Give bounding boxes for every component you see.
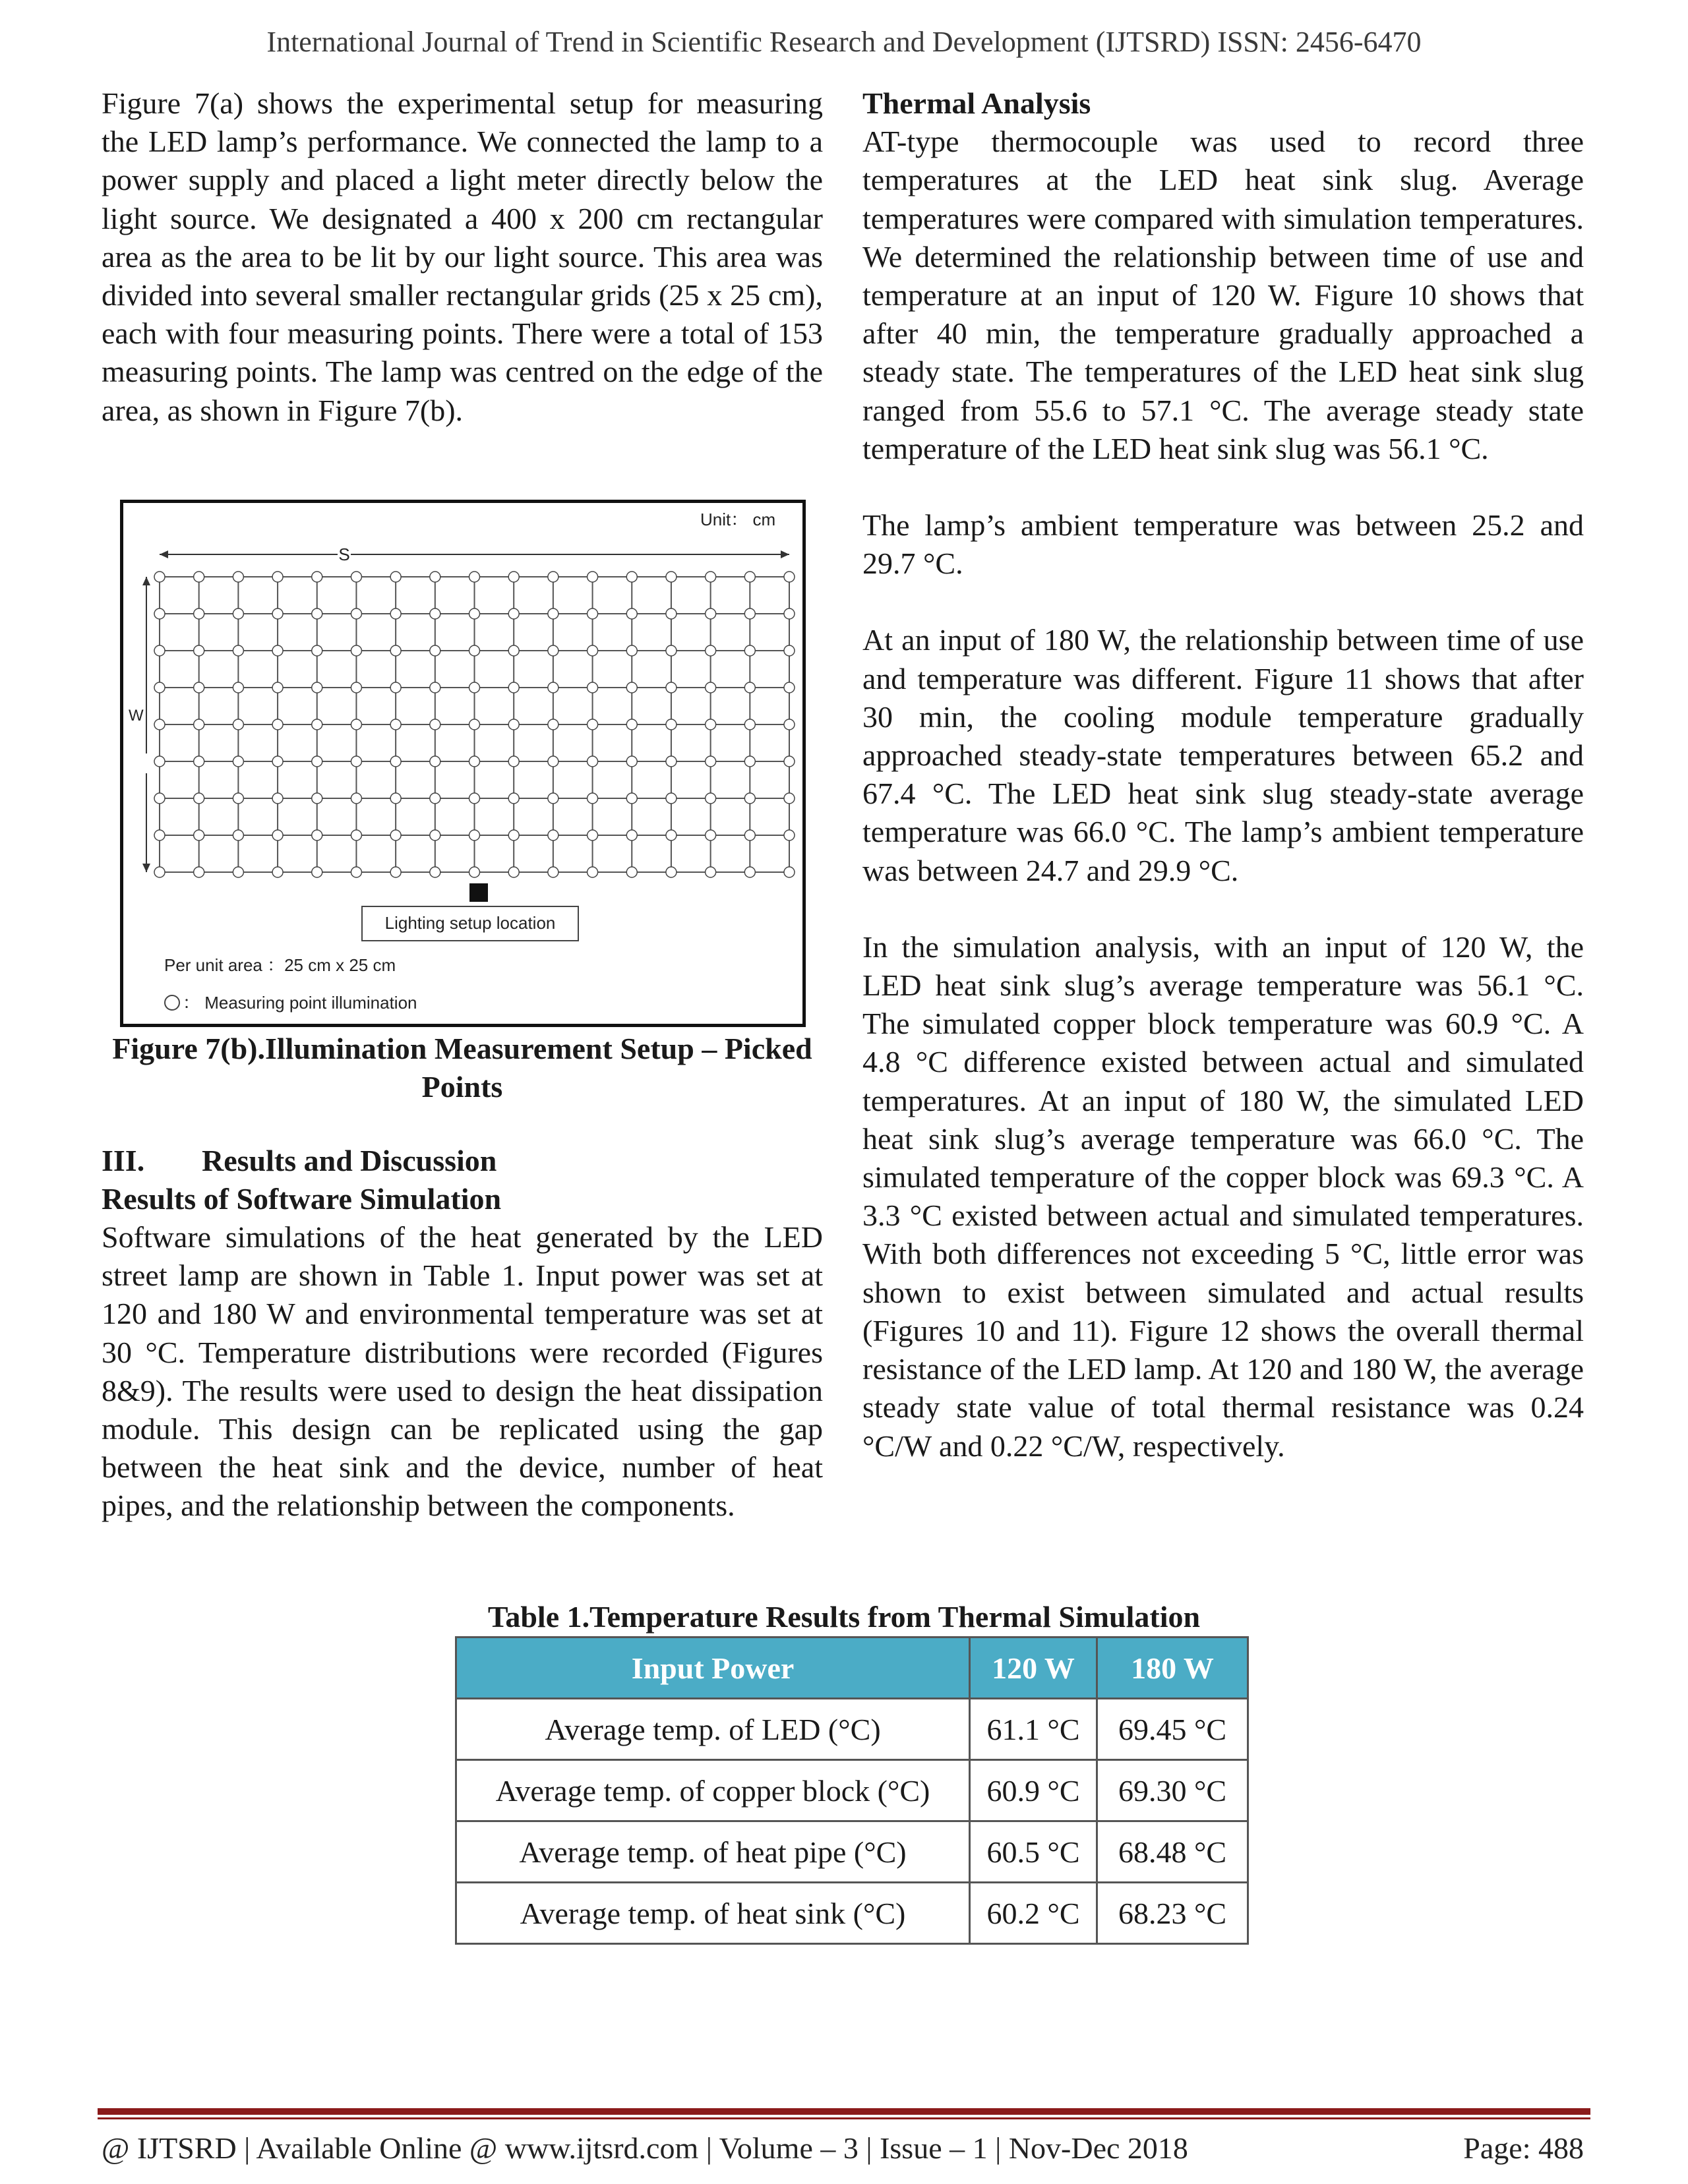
- measuring-point: [430, 793, 440, 804]
- measuring-point: [312, 830, 322, 841]
- measuring-point: [469, 608, 480, 619]
- grid-diagram: [123, 503, 802, 1024]
- measuring-point: [706, 682, 716, 693]
- measuring-point: [548, 830, 558, 841]
- measuring-point: [666, 719, 677, 730]
- cell-120w: 60.9 °C: [970, 1760, 1097, 1821]
- measuring-point: [508, 830, 519, 841]
- section-title: Results and Discussion: [202, 1144, 497, 1177]
- thermal-paragraph-2: The lamp’s ambient temperature was between 25.2 and 29.7 °C.: [862, 508, 1584, 581]
- measuring-point: [784, 608, 795, 619]
- measuring-point: [233, 793, 243, 804]
- row-label: Average temp. of heat sink (°C): [456, 1883, 970, 1944]
- left-column-intro: [102, 84, 823, 430]
- measuring-point: [469, 645, 480, 656]
- measuring-point: [233, 867, 243, 877]
- cell-180w: 69.45 °C: [1097, 1699, 1248, 1760]
- thermal-analysis-heading: Thermal Analysis: [862, 86, 1091, 120]
- measuring-point: [548, 793, 558, 804]
- measuring-point: [194, 608, 204, 619]
- dim-s-arrow-right: [781, 550, 789, 558]
- measuring-point: [784, 756, 795, 767]
- measuring-point: [154, 682, 165, 693]
- footer-rule-thin: [98, 2117, 1590, 2119]
- measuring-point: [390, 608, 401, 619]
- legend-point: ： Measuring point illumination: [183, 993, 417, 1013]
- measuring-point: [626, 793, 637, 804]
- measuring-point: [469, 572, 480, 582]
- measuring-point: [469, 682, 480, 693]
- subsection-title: Results of Software Simulation: [102, 1182, 502, 1216]
- measuring-point: [666, 572, 677, 582]
- measuring-point: [233, 756, 243, 767]
- measuring-point: [390, 645, 401, 656]
- measuring-point: [706, 793, 716, 804]
- measuring-point: [430, 682, 440, 693]
- measuring-point: [194, 572, 204, 582]
- measuring-point: [744, 608, 755, 619]
- legend-area: Per unit area ：25 cm x 25 cm: [164, 955, 396, 975]
- measuring-point: [390, 867, 401, 877]
- measuring-point: [548, 756, 558, 767]
- measuring-point: [626, 756, 637, 767]
- cell-180w: 69.30 °C: [1097, 1760, 1248, 1821]
- measuring-point: [744, 867, 755, 877]
- measuring-point: [312, 719, 322, 730]
- measuring-point: [666, 608, 677, 619]
- measuring-point: [548, 867, 558, 877]
- measuring-point: [312, 793, 322, 804]
- measuring-point: [351, 608, 361, 619]
- measuring-point: [430, 645, 440, 656]
- measuring-point: [626, 608, 637, 619]
- measuring-point: [588, 756, 598, 767]
- table-row: [456, 1821, 1248, 1883]
- measuring-point: [706, 719, 716, 730]
- measuring-point: [784, 793, 795, 804]
- measuring-point: [626, 719, 637, 730]
- measuring-point: [588, 719, 598, 730]
- thermal-paragraph-3: At an input of 180 W, the relationship between time of use and temperature was different. Figure 11 shows that after 30 min, the cooling module temperature gradually approached steady-state temperatures between 65.2 and 67.4 °C. The LED heat sink slug steady-state average temperature was 66.0 °C. The lamp’s ambient temperature was between 24.7 and 29.9 °C.: [862, 623, 1584, 887]
- measuring-point: [666, 756, 677, 767]
- measuring-point: [272, 867, 283, 877]
- measuring-point: [548, 608, 558, 619]
- measuring-point: [390, 572, 401, 582]
- header-input-power: Input Power: [456, 1638, 970, 1699]
- measuring-point: [351, 645, 361, 656]
- measuring-point: [194, 645, 204, 656]
- measuring-point: [666, 867, 677, 877]
- figure-caption: Figure 7(b).Illumination Measurement Setup – Picked Points: [112, 1032, 812, 1104]
- cell-120w: 61.1 °C: [970, 1699, 1097, 1760]
- measuring-point: [626, 867, 637, 877]
- measuring-point: [588, 793, 598, 804]
- measuring-point: [626, 645, 637, 656]
- section-heading: [102, 1142, 501, 1218]
- measuring-point: [784, 830, 795, 841]
- measuring-point: [272, 830, 283, 841]
- measuring-point: [666, 830, 677, 841]
- right-column: [862, 84, 1584, 1465]
- cell-120w: 60.5 °C: [970, 1821, 1097, 1883]
- measuring-point: [626, 572, 637, 582]
- measuring-point: [154, 756, 165, 767]
- measuring-point: [784, 867, 795, 877]
- measuring-point: [390, 756, 401, 767]
- measuring-point: [469, 719, 480, 730]
- measuring-point: [233, 719, 243, 730]
- measuring-point: [351, 830, 361, 841]
- measuring-point: [312, 682, 322, 693]
- measuring-point: [626, 682, 637, 693]
- table-row: [456, 1699, 1248, 1760]
- measuring-point: [351, 719, 361, 730]
- measuring-point: [784, 719, 795, 730]
- simulation-paragraph: Software simulations of the heat generated by the LED street lamp are shown in Table 1. Input power was set at 120 and 180 W and environmental temperature was set at 30 °C. Temperature distributions were recorded (Figures 8&9). The results were used to design the heat dissipation module. This design can be replicated using the gap between the heat sink and the device, number of heat pipes, and the relationship between the components.: [102, 1220, 823, 1523]
- measuring-point: [588, 682, 598, 693]
- measuring-point: [194, 867, 204, 877]
- left-column-simulation: [102, 1218, 823, 1525]
- measuring-point: [744, 793, 755, 804]
- measuring-point: [272, 608, 283, 619]
- measuring-point: [272, 645, 283, 656]
- measuring-point: [194, 756, 204, 767]
- measuring-point: [706, 867, 716, 877]
- measuring-point: [390, 793, 401, 804]
- measuring-point: [508, 719, 519, 730]
- measuring-point: [706, 572, 716, 582]
- measuring-point: [390, 682, 401, 693]
- measuring-point: [194, 682, 204, 693]
- results-table: [455, 1636, 1249, 1945]
- measuring-point: [548, 645, 558, 656]
- measuring-point: [548, 719, 558, 730]
- intro-paragraph: Figure 7(a) shows the experimental setup for measuring the LED lamp’s performance. We connected the lamp to a power supply and placed a light meter directly below the light source. We designated a 400 x 200 cm rectangular area as the area to be lit by our light source. This area was divided into several smaller rectangular grids (25 x 25 cm), each with four measuring points. There were a total of 153 measuring points. The lamp was centred on the edge of the area, as shown in Figure 7(b).: [102, 86, 823, 427]
- measuring-point: [508, 608, 519, 619]
- measuring-point: [154, 793, 165, 804]
- cell-180w: 68.48 °C: [1097, 1821, 1248, 1883]
- measuring-point: [194, 793, 204, 804]
- measuring-point: [351, 793, 361, 804]
- measuring-point: [312, 867, 322, 877]
- measuring-point: [312, 756, 322, 767]
- measuring-point: [744, 572, 755, 582]
- measuring-point: [744, 756, 755, 767]
- measuring-point: [508, 756, 519, 767]
- measuring-point: [744, 830, 755, 841]
- measuring-point: [233, 608, 243, 619]
- measuring-point: [430, 867, 440, 877]
- measuring-point: [154, 608, 165, 619]
- measuring-point: [469, 867, 480, 877]
- figure-7b: [120, 500, 806, 1027]
- measuring-point: [548, 682, 558, 693]
- measuring-point: [272, 572, 283, 582]
- measuring-point: [312, 645, 322, 656]
- thermal-paragraph-4: In the simulation analysis, with an input of 120 W, the LED heat sink slug’s average temperature was 56.1 °C. The simulated copper block temperature was 60.9 °C. A 4.8 °C difference existed between actual and simulated temperatures. At an input of 180 W, the simulated LED heat sink slug’s average temperature was 66.0 °C. The simulated temperature of the copper block was 69.3 °C. A 3.3 °C existed between actual and simulated temperatures. With both differences not exceeding 5 °C, little error was shown to exist between simulated and actual results (Figures 10 and 11). Figure 12 shows the overall thermal resistance of the LED lamp. At 120 and 180 W, the average steady state value of total thermal resistance was 0.24 °C/W and 0.22 °C/W, respectively.: [862, 930, 1584, 1463]
- measuring-point: [744, 682, 755, 693]
- cell-120w: 60.2 °C: [970, 1883, 1097, 1944]
- lamp-label: Lighting setup location: [384, 913, 556, 933]
- measuring-point: [351, 756, 361, 767]
- legend-point-icon: [165, 995, 179, 1010]
- measuring-point: [508, 572, 519, 582]
- dim-s-label: S: [338, 545, 350, 564]
- measuring-point: [233, 830, 243, 841]
- measuring-point: [272, 719, 283, 730]
- measuring-point: [706, 645, 716, 656]
- measuring-point: [154, 572, 165, 582]
- page-footer: [102, 2131, 1584, 2166]
- row-label: Average temp. of copper block (°C): [456, 1760, 970, 1821]
- measuring-point: [272, 793, 283, 804]
- measuring-point: [666, 645, 677, 656]
- footer-rule: [98, 2108, 1590, 2115]
- measuring-point: [588, 867, 598, 877]
- section-number: III.: [102, 1144, 145, 1177]
- row-label: Average temp. of LED (°C): [456, 1699, 970, 1760]
- measuring-point: [469, 756, 480, 767]
- measuring-point: [430, 756, 440, 767]
- measuring-point: [744, 645, 755, 656]
- measuring-point: [430, 830, 440, 841]
- measuring-point: [666, 793, 677, 804]
- measuring-point: [626, 830, 637, 841]
- measuring-point: [784, 682, 795, 693]
- table-row: [456, 1883, 1248, 1944]
- measuring-point: [588, 645, 598, 656]
- table-header-row: [456, 1638, 1248, 1699]
- cell-180w: 68.23 °C: [1097, 1883, 1248, 1944]
- header-180w: 180 W: [1097, 1638, 1248, 1699]
- measuring-point: [390, 830, 401, 841]
- measuring-point: [548, 572, 558, 582]
- measuring-point: [744, 719, 755, 730]
- measuring-point: [194, 719, 204, 730]
- measuring-point: [154, 867, 165, 877]
- measuring-point: [706, 756, 716, 767]
- journal-header: International Journal of Trend in Scientific Research and Development (IJTSRD) ISSN: 2456-6470: [266, 26, 1422, 58]
- measuring-point: [154, 719, 165, 730]
- lamp-marker: [469, 883, 488, 902]
- unit-label: Unit： cm: [700, 510, 776, 529]
- measuring-point: [469, 793, 480, 804]
- measuring-point: [312, 608, 322, 619]
- measuring-point: [430, 608, 440, 619]
- measuring-point: [272, 756, 283, 767]
- dim-w-arrow-bottom: [142, 864, 150, 872]
- measuring-point: [508, 867, 519, 877]
- footer-citation: @ IJTSRD | Available Online @ www.ijtsrd.com | Volume – 3 | Issue – 1 | Nov-Dec 2018: [102, 2131, 1188, 2165]
- measuring-point: [784, 572, 795, 582]
- measuring-point: [666, 682, 677, 693]
- measuring-point: [351, 867, 361, 877]
- measuring-point: [194, 830, 204, 841]
- measuring-point: [233, 645, 243, 656]
- measuring-point: [272, 682, 283, 693]
- measuring-point: [351, 572, 361, 582]
- measuring-point: [430, 572, 440, 582]
- table-title: Table 1.Temperature Results from Thermal Simulation: [487, 1600, 1201, 1634]
- measuring-point: [430, 719, 440, 730]
- table-row: [456, 1760, 1248, 1821]
- measuring-point: [706, 830, 716, 841]
- row-label: Average temp. of heat pipe (°C): [456, 1821, 970, 1883]
- measuring-point: [469, 830, 480, 841]
- measuring-point: [784, 645, 795, 656]
- header-120w: 120 W: [970, 1638, 1097, 1699]
- measuring-point: [508, 682, 519, 693]
- measuring-point: [351, 682, 361, 693]
- measuring-point: [312, 572, 322, 582]
- measuring-point: [588, 572, 598, 582]
- page-number: Page: 488: [1463, 2131, 1584, 2165]
- measuring-point: [390, 719, 401, 730]
- thermal-paragraph-1: AT-type thermocouple was used to record three temperatures at the LED heat sink slug. Average temperatures were compared with simulation temperatures. We determined the relationship between time of use and temperature at an input of 120 W. Figure 10 shows that after 40 min, the temperature gradually approached a steady state. The temperatures of the LED heat sink slug ranged from 55.6 to 57.1 °C. The average steady state temperature of the LED heat sink slug was 56.1 °C.: [862, 125, 1584, 465]
- dim-w-arrow-top: [142, 577, 150, 585]
- measuring-point: [508, 645, 519, 656]
- measuring-point: [233, 682, 243, 693]
- measuring-point: [154, 830, 165, 841]
- dim-s-arrow-left: [160, 550, 168, 558]
- measuring-point: [588, 830, 598, 841]
- dim-w-label: W: [129, 707, 144, 724]
- measuring-point: [154, 645, 165, 656]
- measuring-point: [233, 572, 243, 582]
- measuring-point: [508, 793, 519, 804]
- measuring-point: [706, 608, 716, 619]
- measuring-point: [588, 608, 598, 619]
